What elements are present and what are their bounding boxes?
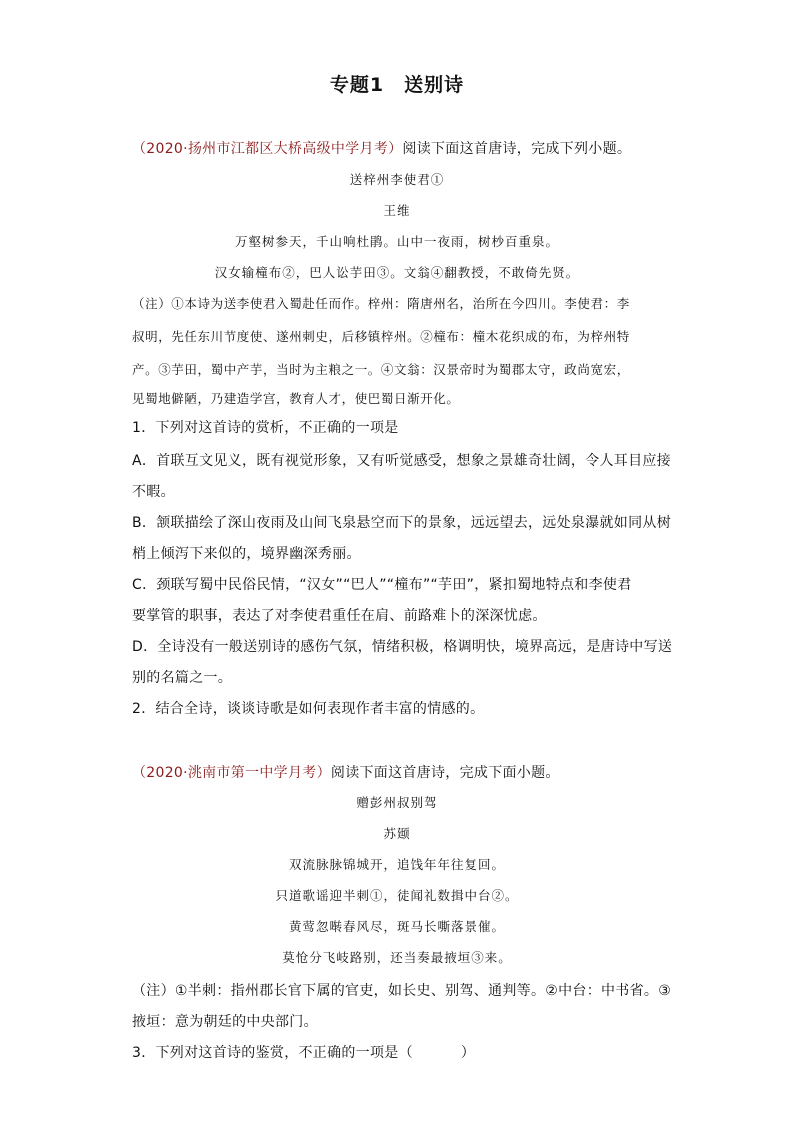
section2-intro: 阅读下面这首唐诗，完成下面小题。 (330, 765, 560, 781)
option-d: D．全诗没有一般送别诗的感伤气氛，情绪积极，格调明快，境界高远，是唐诗中写送 (132, 639, 673, 655)
note1-line: 见蜀地僻陋，乃建造学宫，教育人才，使巴蜀日渐开化。 (132, 391, 460, 406)
option-c-cont: 要掌管的职事，表达了对李使君重任在肩、前路难卜的深深忧虑。 (132, 608, 547, 624)
option-b: B．颔联描绘了深山夜雨及山间飞泉悬空而下的景象，远远望去，远处泉瀑就如同从树 (132, 515, 672, 531)
poem2-title: 赠彭州叔别驾 (356, 795, 438, 810)
note1-line: 叔明，先任东川节度使、遂州刺史，后移镇梓州。②橦布：橦木花织成的布，为梓州特 (132, 329, 630, 344)
option-a: A．首联互文见义，既有视觉形象，又有听觉感受，想象之景雄奇壮阔，令人耳目应接 (132, 453, 671, 469)
poem1-line: 汉女输橦布②，巴人讼芋田③。文翁④翻教授，不敢倚先贤。 (214, 265, 580, 280)
option-d-cont: 别的名篇之一。 (132, 670, 233, 686)
question-3-text: 3．下列对这首诗的鉴赏，不正确的一项是（ (132, 1045, 413, 1061)
note2-line: 掖垣：意为朝廷的中央部门。 (132, 1014, 318, 1030)
poem1-author: 王维 (383, 203, 411, 218)
page-title: 专题1 送别诗 (329, 74, 465, 96)
poem1-title: 送梓州李使君① (349, 172, 445, 187)
poem2-line: 黄莺忽啭春风尽，斑马长嘶落景催。 (288, 919, 505, 934)
section1-source: （2020·扬州市江都区大桥高级中学月考） (132, 141, 403, 157)
option-a-cont: 不暇。 (132, 484, 175, 500)
question-3 (132, 1043, 672, 1063)
poem2-line: 莫怆分飞岐路别，还当奏最掖垣③来。 (282, 950, 512, 965)
poem2-line: 双流脉脉锦城开，追饯年年往复回。 (288, 857, 505, 872)
note1-line: 产。③芋田，蜀中产芋，当时为主粮之一。④文翁：汉景帝时为蜀郡太守，政尚宽宏， (132, 362, 630, 377)
option-b-cont: 梢上倾泻下来似的，境界幽深秀丽。 (132, 546, 361, 562)
poem2-line: 只道歌谣迎半刺①，徒闻礼数揖中台②。 (275, 888, 519, 903)
section1-header (132, 139, 672, 159)
poem2-author: 苏颋 (383, 826, 411, 841)
note1-line: （注）①本诗为送李使君入蜀赴任而作。梓州：隋唐州名，治所在今四川。李使君：李 (132, 296, 630, 311)
note2-line: （注）①半刺：指州郡长官下属的官吏，如长史、别驾、通判等。②中台：中书省。③ (132, 983, 672, 999)
poem1-line: 万壑树参天，千山响杜鹃。山中一夜雨，树杪百重泉。 (234, 234, 559, 249)
section1-intro: 阅读下面这首唐诗，完成下列小题。 (402, 141, 632, 157)
section2-header (132, 763, 672, 783)
question-2: 2．结合全诗，谈谈诗歌是如何表现作者丰富的情感的。 (132, 701, 485, 717)
option-c: C．颈联写蜀中民俗民情，“汉女”“巴人”“橦布”“芋田”，紧扣蜀地特点和李使君 (132, 577, 632, 593)
question-3-close: ） (460, 1045, 476, 1061)
section2-source: （2020·洮南市第一中学月考） (132, 765, 331, 781)
question-1: 1．下列对这首诗的赏析，不正确的一项是 (132, 420, 399, 436)
